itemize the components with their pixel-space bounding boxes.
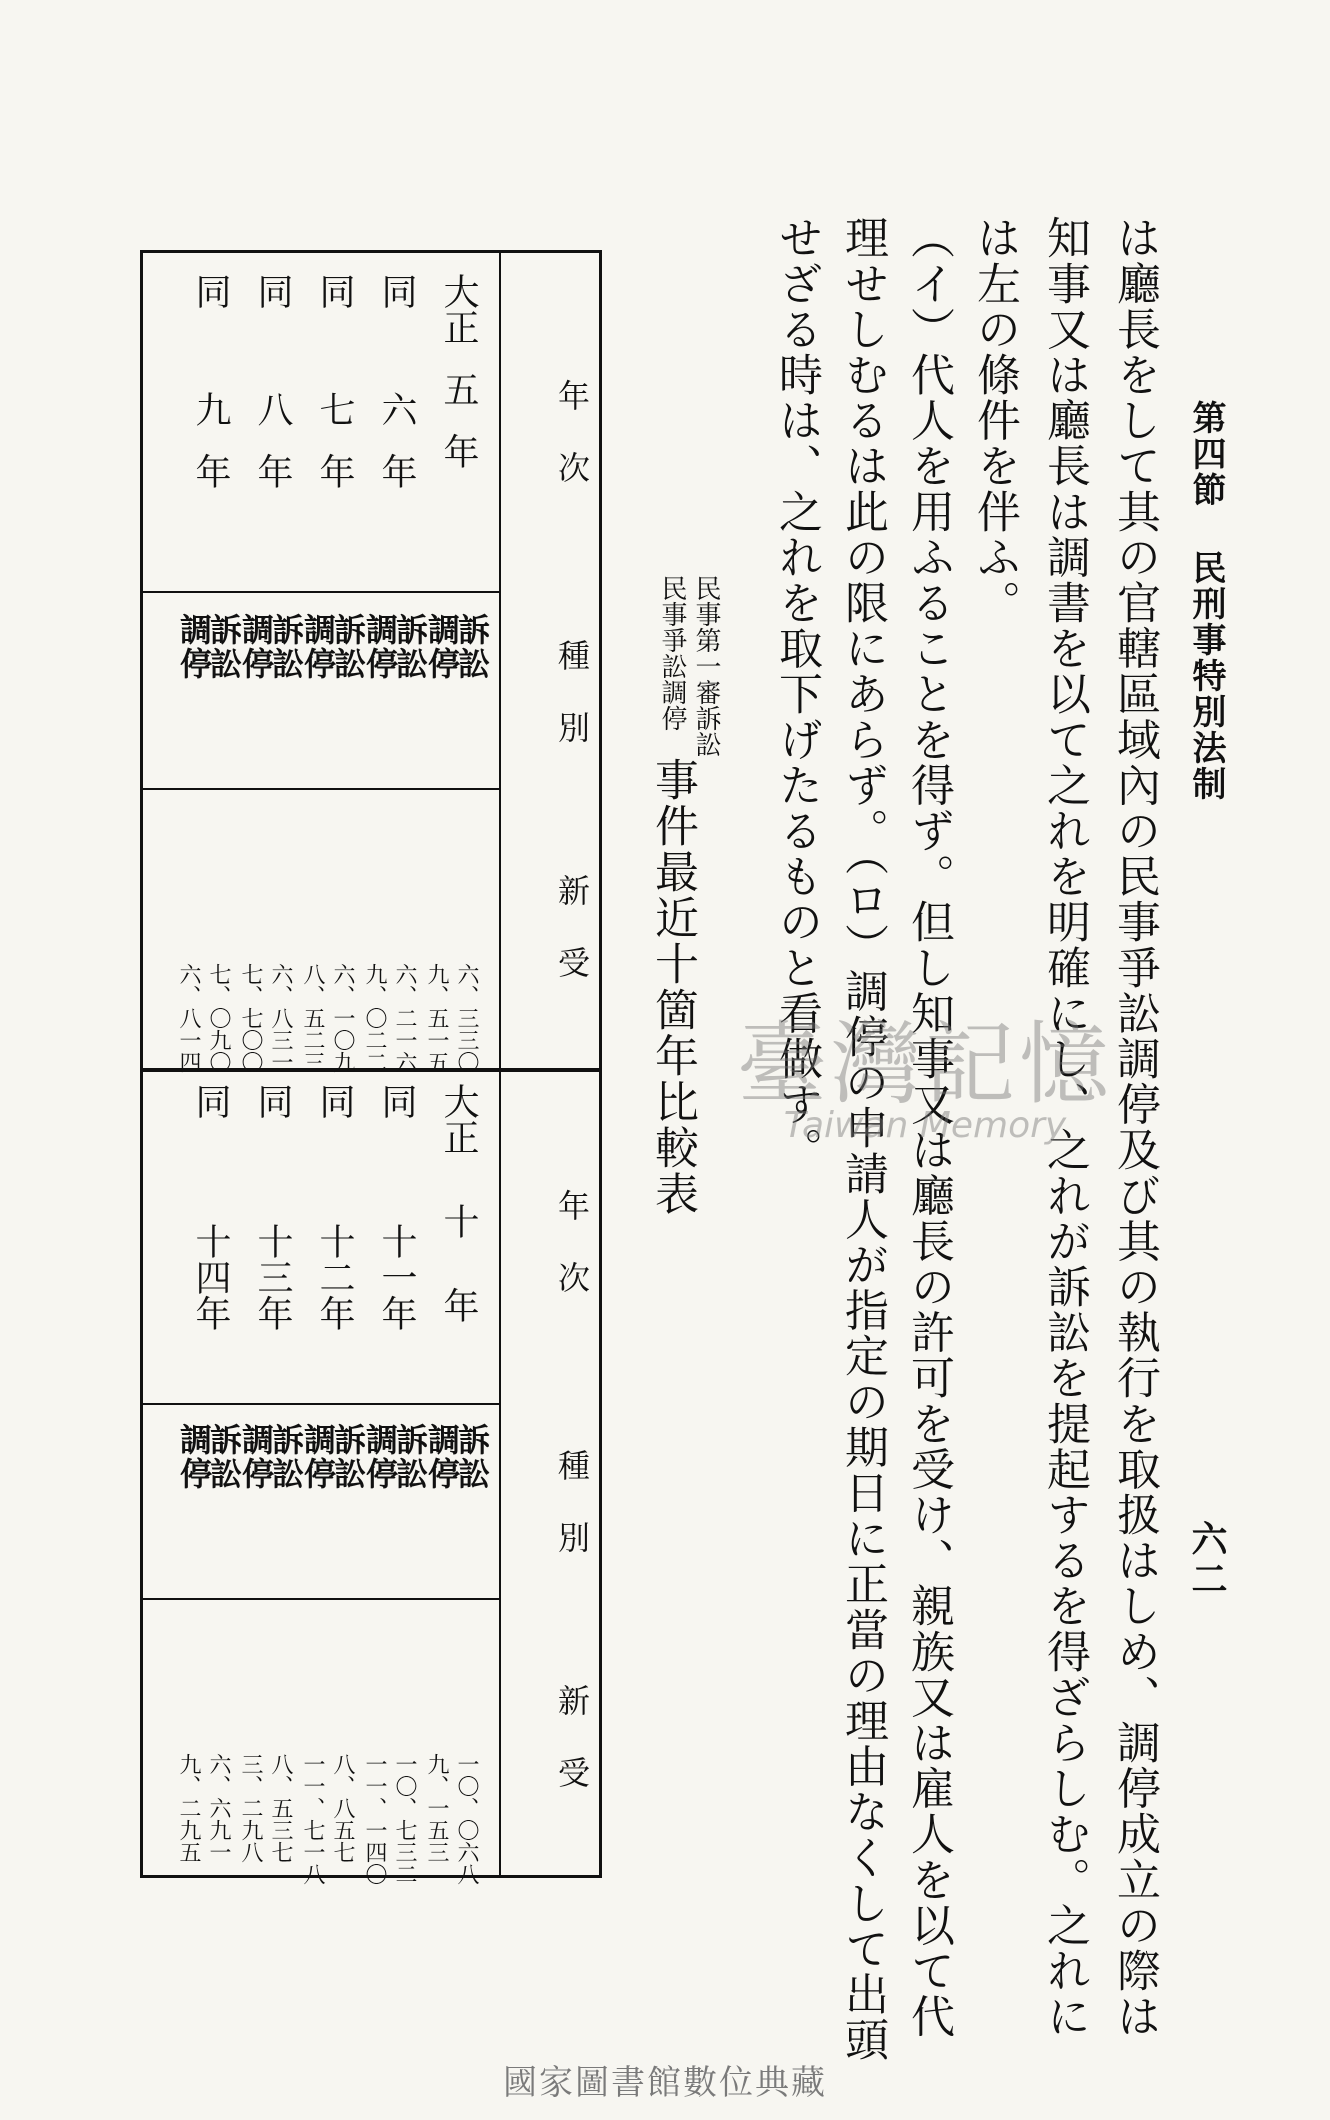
- kind-cell: 調停: [175, 613, 213, 681]
- body-line-3: は左の條件を伴ふ。: [969, 215, 1020, 626]
- page-number: 六二: [1186, 1520, 1228, 1600]
- number-cell: 六、八三一: [268, 963, 293, 1073]
- number-cell: 一一、七一八: [300, 1753, 325, 1885]
- footer-credit: 國家圖書館數位典藏: [503, 2063, 827, 2103]
- row-divider: [143, 591, 499, 593]
- header-kind: 種 別: [553, 639, 591, 747]
- year-cell: 同十二年: [314, 1083, 355, 1331]
- number-cell: 六、三三〇: [454, 963, 479, 1073]
- kind-cell: 調停: [175, 1423, 213, 1491]
- number-cell: 九、五一五: [424, 963, 449, 1073]
- kind-cell: 調停: [299, 1423, 337, 1491]
- section-label: 第四節: [1186, 400, 1226, 508]
- caption-title: 事件最近十箇年比較表: [647, 757, 698, 1217]
- chapter-title: 民刑事特別法制: [1186, 550, 1226, 802]
- body-line-5: 理せしむるは此の限にあらず。（ロ）調停の申請人が指定の期日に正當の理由なくして出頭: [837, 215, 888, 2063]
- header-kind-2: 種 別: [553, 1449, 591, 1557]
- watermark-subtitle: Taiwan Memory: [783, 1105, 1067, 1146]
- number-cell: 九、〇二二: [362, 963, 387, 1073]
- row-divider: [143, 788, 499, 790]
- number-cell: 一〇、〇六八: [454, 1753, 479, 1885]
- number-cell: 三、二九八: [238, 1753, 263, 1863]
- kind-cell: 調停: [237, 1423, 275, 1491]
- watermark-title: 臺灣記憶: [737, 1012, 1113, 1117]
- number-cell: 一〇、七三二: [392, 1753, 417, 1885]
- number-cell: 六、八一四: [176, 963, 201, 1073]
- watermark-logo: [690, 1012, 1160, 1146]
- kind-cell: 訴訟: [391, 613, 429, 681]
- number-cell: 八、五三七: [268, 1753, 293, 1863]
- year-cell: 大正五年: [438, 273, 479, 469]
- caption-line-b: 民事爭訟調停: [657, 575, 687, 731]
- year-cell: 同七年: [314, 273, 355, 489]
- kind-cell: 訴訟: [391, 1423, 429, 1491]
- year-cell: 同十四年: [190, 1083, 231, 1331]
- number-cell: 六、六九一: [206, 1753, 231, 1863]
- number-cell: 八、八五七: [330, 1753, 355, 1863]
- number-cell: 一一、一四〇: [362, 1753, 387, 1885]
- header-new-2: 新 受: [553, 1684, 591, 1792]
- caption-subjects: [655, 575, 723, 757]
- body-line-2: 知事又は廳長は調書を以て之れを明確にし、之れが訴訟を提起するを得ざらしむ。之れに: [1039, 215, 1090, 2039]
- kind-cell: 訴訟: [267, 1423, 305, 1491]
- body-line-1: は廳長をして其の官轄區域內の民事爭訟調停及び其の執行を取扱はしめ、調停成立の際は: [1109, 215, 1160, 2039]
- number-cell: 九、一五三: [424, 1753, 449, 1863]
- kind-cell: 調停: [423, 613, 461, 681]
- number-cell: 八、五二三: [300, 963, 325, 1073]
- number-cell: 六、二一六: [392, 963, 417, 1073]
- kind-cell: 訴訟: [329, 613, 367, 681]
- kind-cell: 訴訟: [453, 613, 491, 681]
- header-divider: [499, 253, 501, 1875]
- kind-cell: 調停: [423, 1423, 461, 1491]
- year-cell: 同六年: [376, 273, 417, 489]
- kind-cell: 訴訟: [205, 1423, 243, 1491]
- running-head: [1182, 400, 1231, 802]
- year-cell: 同八年: [252, 273, 293, 489]
- year-cell: 同十一年: [376, 1083, 417, 1331]
- number-cell: 九、二九五: [176, 1753, 201, 1863]
- number-cell: 七、七〇〇: [238, 963, 263, 1073]
- year-cell: 大正十年: [438, 1083, 479, 1323]
- number-cell: 六、一〇九: [330, 963, 355, 1073]
- row-divider: [143, 1598, 499, 1600]
- kind-cell: 調停: [361, 613, 399, 681]
- year-cell: 同九年: [190, 273, 231, 489]
- kind-cell: 訴訟: [329, 1423, 367, 1491]
- kind-cell: 調停: [237, 613, 275, 681]
- kind-cell: 訴訟: [205, 613, 243, 681]
- kind-cell: 調停: [299, 613, 337, 681]
- year-cell: 同十三年: [252, 1083, 293, 1331]
- body-line-4: （イ）代人を用ふることを得ず。但し知事又は廳長の許可を受け、親族又は雇人を以て代: [903, 215, 954, 2039]
- header-new: 新 受: [553, 874, 591, 982]
- header-year: 年 次: [553, 379, 591, 487]
- row-divider: [143, 1403, 499, 1405]
- kind-cell: 調停: [361, 1423, 399, 1491]
- body-line-6: せざる時は、之れを取下げたるものと看做す。: [771, 215, 822, 1173]
- kind-cell: 訴訟: [267, 613, 305, 681]
- caption-line-a: 民事第一審訴訟: [691, 575, 721, 757]
- kind-cell: 訴訟: [453, 1423, 491, 1491]
- comparison-table: [140, 250, 602, 1885]
- number-cell: 七、〇九〇: [206, 963, 231, 1073]
- header-year-2: 年 次: [553, 1189, 591, 1297]
